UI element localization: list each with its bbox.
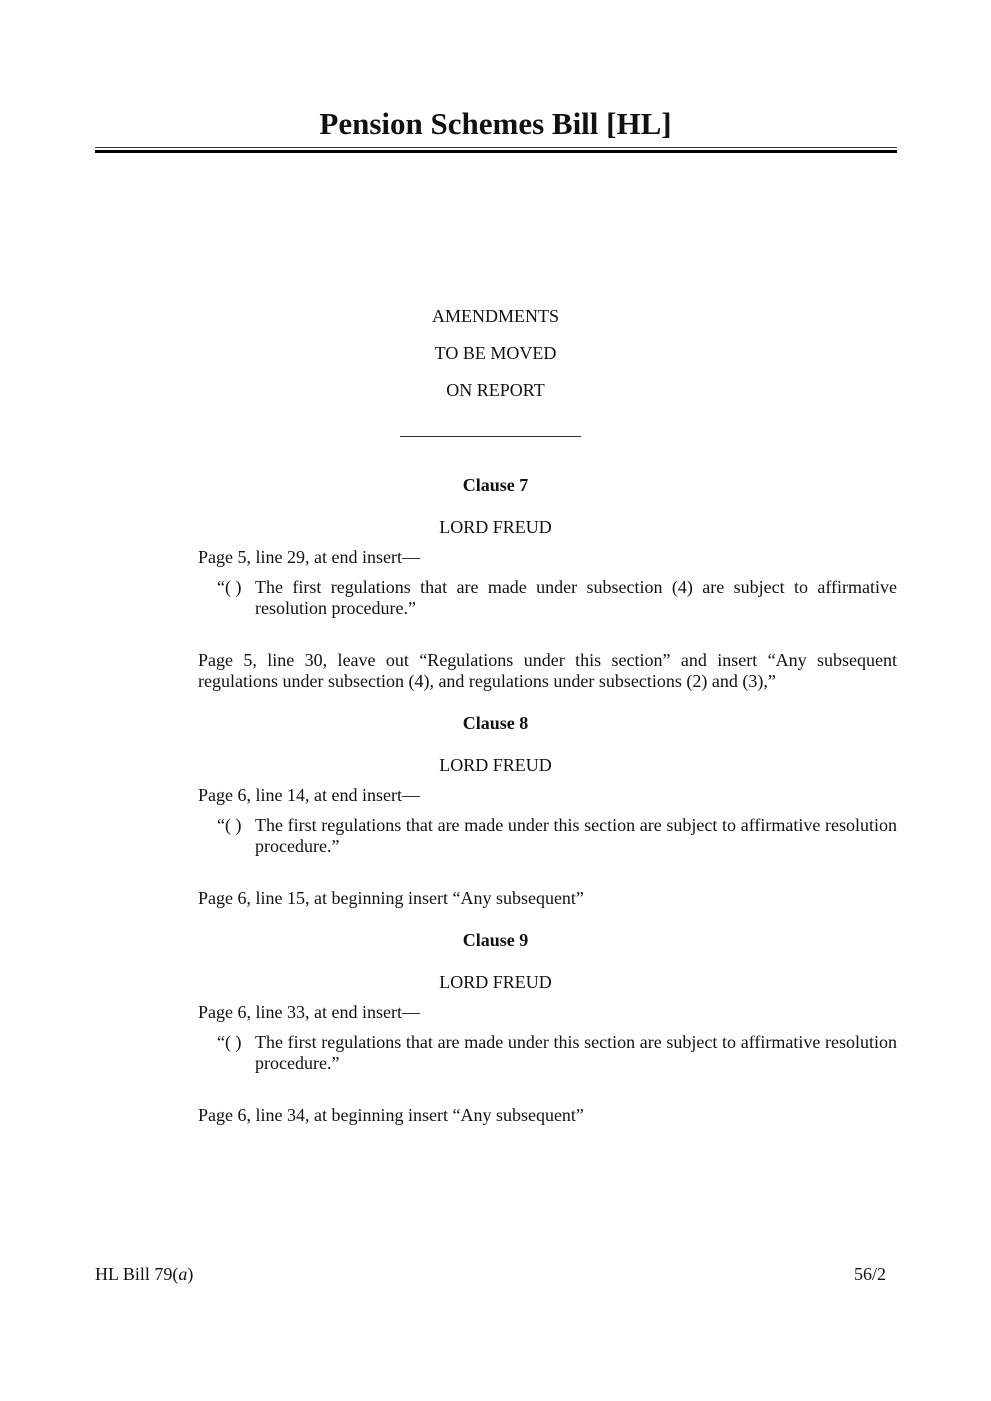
quote-text: The first regulations that are made under this section are subject to affirmative resolution procedure.” (255, 815, 897, 856)
quote-marker: “( ) (217, 1032, 242, 1052)
heading-rule (400, 436, 581, 437)
title-rule-thin (95, 147, 897, 148)
page-number: 56/2 (853, 1264, 886, 1284)
title-rule-thick (95, 150, 897, 153)
mover-name: LORD FREUD (439, 517, 552, 537)
mover-name: LORD FREUD (439, 755, 552, 775)
bill-number-close: ) (187, 1264, 194, 1284)
mover-name: LORD FREUD (439, 972, 552, 992)
heading-line-3: ON REPORT (446, 380, 545, 400)
heading-line-1: AMENDMENTS (431, 306, 559, 326)
quote-text: The first regulations that are made under this section are subject to affirmative resolution procedure.” (255, 1032, 897, 1073)
bill-title: Pension Schemes Bill [HL] (319, 106, 672, 141)
inserted-text (217, 815, 897, 857)
bill-number-prefix: HL Bill 79( (95, 1264, 179, 1284)
amendment-text: Page 5, line 30, leave out “Regulations under this section” and insert “Any subsequent regulations under subsection (4), and regulations under subsections (2) and (3),” (198, 650, 897, 691)
amendment-text: Page 6, line 34, at beginning insert “Any subsequent” (198, 1105, 584, 1125)
heading-line-2: TO BE MOVED (434, 343, 557, 363)
amendment-text: Page 6, line 33, at end insert— (198, 1002, 420, 1022)
quote-marker: “( ) (217, 815, 242, 835)
bill-number (95, 1264, 193, 1285)
quote-text: The first regulations that are made under subsection (4) are subject to affirmative resolution procedure.” (255, 577, 897, 618)
clause-heading: Clause 9 (462, 930, 529, 950)
amendment-text: Page 6, line 15, at beginning insert “Any subsequent” (198, 888, 584, 908)
clause-heading: Clause 7 (462, 475, 529, 495)
clause-heading: Clause 8 (462, 713, 529, 733)
quote-marker: “( ) (217, 577, 242, 597)
amendment-text: Page 6, line 14, at end insert— (198, 785, 420, 805)
bill-number-suffix: a (178, 1264, 188, 1284)
amendment-text: Page 5, line 29, at end insert— (198, 547, 420, 567)
inserted-text (217, 577, 897, 619)
inserted-text (217, 1032, 897, 1074)
